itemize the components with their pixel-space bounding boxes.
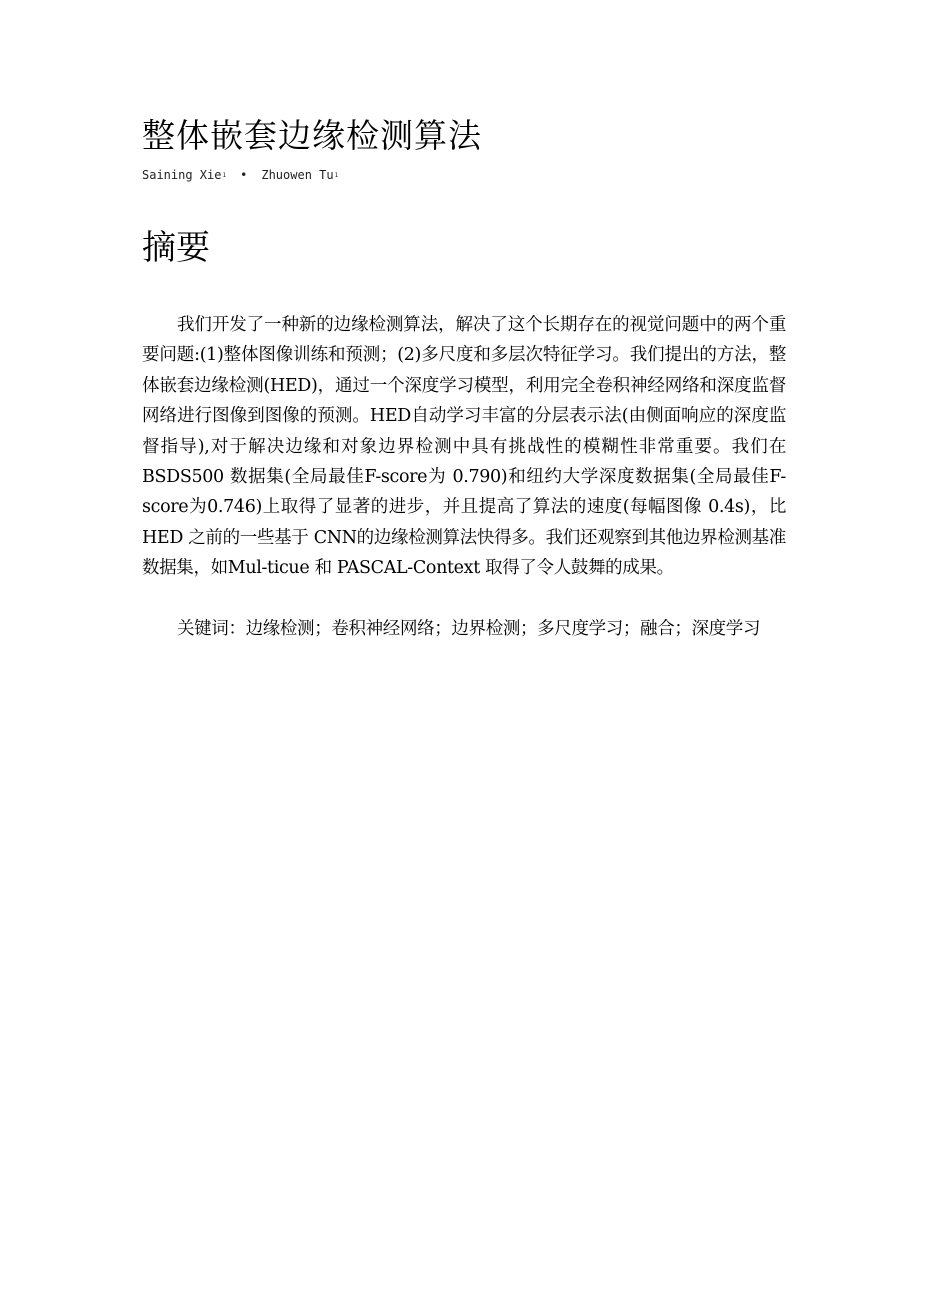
paper-content bbox=[142, 114, 786, 662]
affiliation-mark: 1 bbox=[222, 172, 227, 179]
author-name: Zhuowen Tu bbox=[261, 168, 334, 182]
keywords-paragraph: 关键词：边缘检测；卷积神经网络；边界检测；多尺度学习；融合；深度学习 bbox=[177, 618, 761, 639]
abstract-paragraph: 我们开发了一种新的边缘检测算法，解决了这个长期存在的视觉问题中的两个重要问题:(1)整体图像训练和预测；(2)多尺度和多层次特征学习。我们提出的方法，整体嵌套边缘检测(HED)，通过一个深度学习模型，利用完全卷积神经网络和深度监督网络进行图像到图像的预测。HED自动学习丰富的分层表示法(由侧面响应的深度监督指导),对于解决边缘和对象边界检测中具有挑战性的模糊性非常重要。我们在 BSDS500 数据集(全局最佳F-score为 0.790)和纽约大学深度数据集(全局最佳F-score为0.746)上取得了显著的进步，并且提高了算法的速度(每幅图像 0.4s)，比 HED 之前的一些基于 CNN的边缘检测算法快得多。我们还观察到其他边界检测基准数据集，如Mul-ticue 和 PASCAL-Context 取得了令人鼓舞的成果。 bbox=[142, 315, 786, 579]
author-line bbox=[142, 166, 786, 187]
affiliation-mark: 1 bbox=[334, 172, 339, 179]
author-name: Saining Xie bbox=[142, 168, 222, 182]
author-separator: • bbox=[240, 168, 248, 182]
paper-title: 整体嵌套边缘检测算法 bbox=[142, 116, 482, 155]
abstract-heading: 摘要 bbox=[142, 228, 210, 268]
